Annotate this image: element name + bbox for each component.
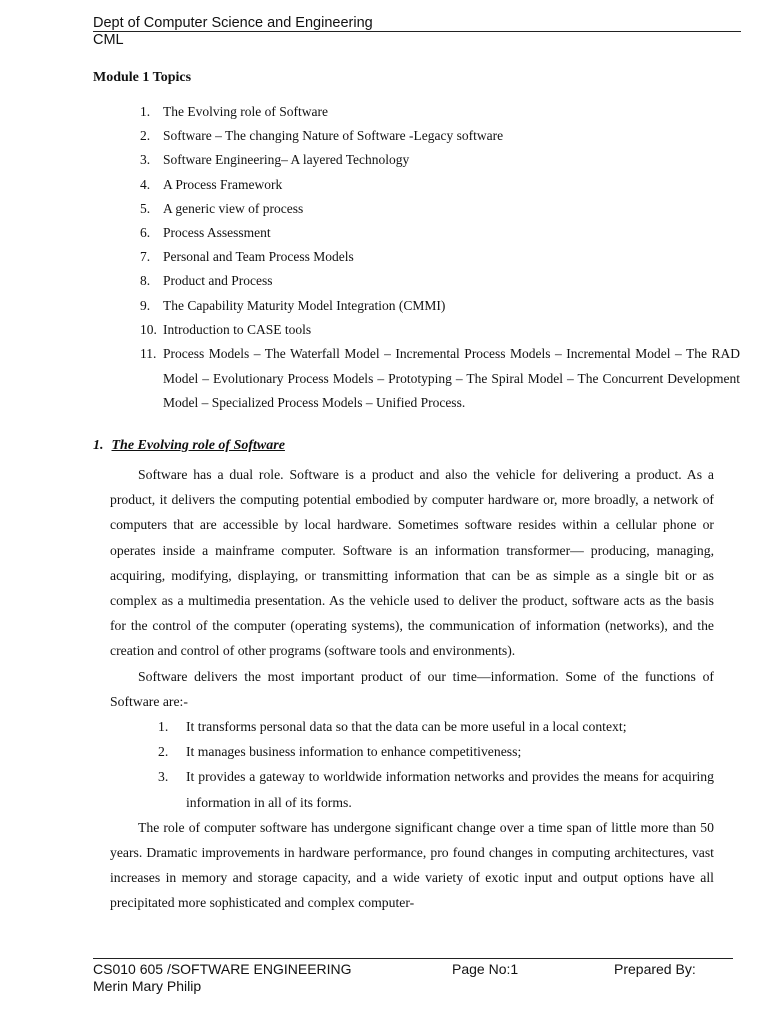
module-title: Module 1 Topics [93,70,192,85]
topic-number: 1. [140,104,151,119]
topic-number: 10. [140,321,157,337]
topic-text: Software Engineering– A layered Technology [163,152,410,168]
topic-item [140,342,740,416]
course-code: CS010 605 /SOFTWARE ENGINEERING [93,961,352,977]
page-header [93,15,741,49]
section-heading [93,438,285,454]
topic-item [140,294,740,318]
prepared-by-label: Prepared By: [614,961,696,977]
header-rule [93,31,741,32]
topic-item [140,269,740,293]
footer-rule [93,958,733,959]
topic-item [140,100,740,124]
topic-number: 8. [140,273,151,289]
section-number: 1. [93,438,104,453]
topics-list [140,100,740,416]
topic-text: Personal and Team Process Models [163,249,354,265]
paragraph: The role of computer software has undergone significant change over a time span of little more than 50 years. Dramatic improvements in hardware performance, pro found changes in computing architectures, vast increases in memory and storage capacity, and a wide variety of exotic input and output options have all precipitated more sophisticated and complex computer- [110,819,714,911]
topic-text: Product and Process [163,273,273,289]
page-footer [93,958,733,995]
topic-text: Process Models – The Waterfall Model – Incremental Process Models – Incremental Model – The RAD Model – Evolutionary Process Models – Prototyping – The Spiral Model – The Concurrent Development Model – Specialized Process Models – Unified Process. [163,346,740,411]
page-number: Page No:1 [452,961,519,977]
section-title: The Evolving role of Software [111,438,285,453]
topic-text: A Process Framework [163,176,283,192]
topic-text: Process Assessment [163,225,271,241]
function-number: 2. [158,744,169,760]
topic-number: 5. [140,200,151,216]
function-text: It provides a gateway to worldwide information networks and provides the means for acquiring information in all of its forms. [186,769,714,810]
function-item [158,714,714,739]
author-name: Merin Mary Philip [93,978,202,994]
paragraph: Software has a dual role. Software is a product and also the vehicle for delivering a product. As a product, it delivers the computing potential embodied by computer hardware or, more broadly, a network of computers that are accessible by local hardware. Sometimes software resides within a cellular phone or operates inside a mainframe computer. Software is an information transformer— producing, managing, acquiring, modifying, displaying, or transmitting information that can be as simple as a single bit or as complex as a multimedia presentation. As the vehicle used to deliver the product, software acts as the basis for the control of the computer (operating systems), the communication of information (networks), and the creation and control of other programs (software tools and environments). [110,467,714,659]
function-text: It transforms personal data so that the data can be more useful in a local context; [186,719,627,735]
topic-item [140,318,740,342]
topic-item [140,124,740,148]
topic-item [140,245,740,269]
topic-item [140,221,740,245]
topic-number: 11. [140,346,157,362]
paragraph: Software delivers the most important product of our time—information. Some of the functions of Software are:- [110,668,714,709]
topic-number: 7. [140,249,151,265]
topic-number: 2. [140,128,151,144]
topic-item [140,148,740,172]
function-number: 3. [158,769,169,785]
topic-item [140,197,740,221]
topic-number: 6. [140,225,151,241]
function-number: 1. [158,719,169,735]
topic-text: Software – The changing Nature of Software -Legacy software [163,128,504,144]
function-text: It manages business information to enhance competitiveness; [186,744,522,760]
topic-number: 3. [140,152,151,168]
topic-number: 4. [140,176,151,192]
topic-text: Introduction to CASE tools [163,321,312,337]
department-name: Dept of Computer Science and Engineering [93,15,373,31]
topic-text: The Capability Maturity Model Integration (CMMI) [163,297,446,313]
topic-text: The Evolving role of Software [163,104,328,119]
lab-code: CML [93,32,124,48]
section-body [110,462,714,916]
topic-item [140,173,740,197]
functions-list [110,714,714,815]
topic-number: 9. [140,297,151,313]
function-item [158,739,714,764]
function-item [158,764,714,814]
topic-text: A generic view of process [163,200,304,216]
